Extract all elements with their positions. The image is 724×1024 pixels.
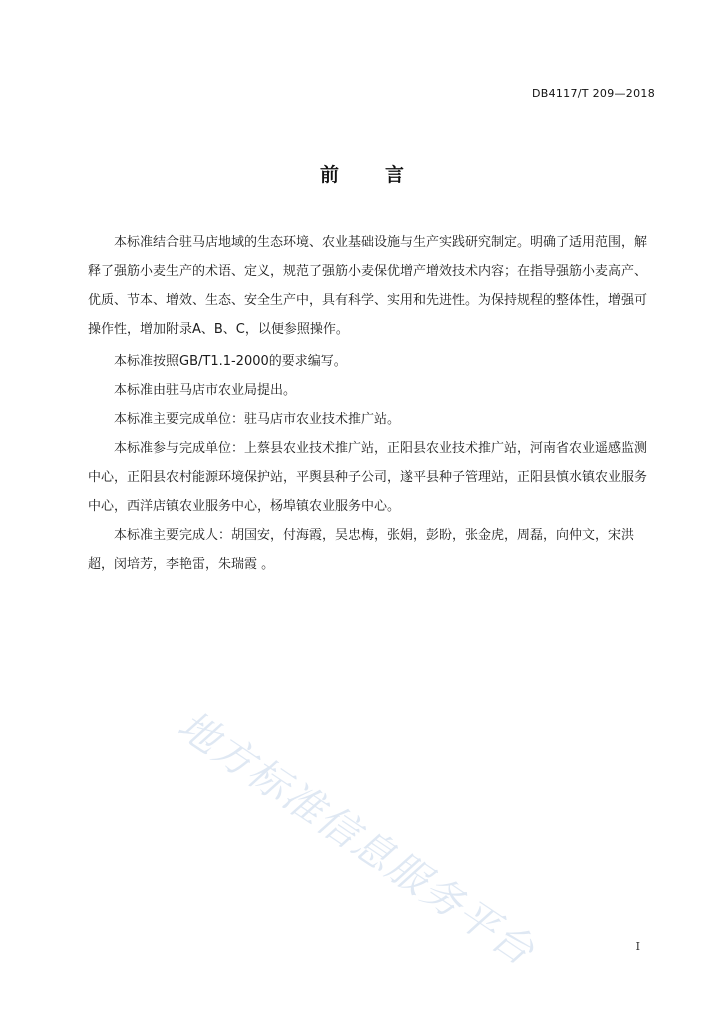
- title-char-1: 前: [319, 164, 339, 186]
- title-char-2: 言: [385, 164, 405, 186]
- paragraph-participating-units: 本标准参与完成单位：上蔡县农业技术推广站，正阳县农业技术推广站，河南省农业遥感监测中心，正阳县农村能源环境保护站，平舆县种子公司，遂平县种子管理站，正阳县慎水镇农业服务中心，西洋店镇农业服务中心，杨埠镇农业服务中心。: [88, 441, 648, 514]
- paragraph-main-unit: 本标准主要完成单位：驻马店市农业技术推广站。: [114, 412, 401, 427]
- paragraph-proposer: 本标准由驻马店市农业局提出。: [114, 383, 297, 398]
- standard-code: DB4117/T 209—2018: [531, 87, 655, 100]
- page-title: [0, 160, 724, 187]
- foreword-body: [88, 228, 658, 579]
- paragraph-scope: 本标准结合驻马店地域的生态环境、农业基础设施与生产实践研究制定。明确了适用范围，解释了强筋小麦生产的术语、定义，规范了强筋小麦保优增产增效技术内容；在指导强筋小麦高产、优质、节本、增效、生态、安全生产中，具有科学、实用和先进性。为保持规程的整体性，增强可操作性，增加附录A、B、C，以便参照操作。: [88, 235, 648, 337]
- watermark-text: 地方标准信息服务平台: [169, 702, 544, 976]
- paragraph-main-authors: 本标准主要完成人：胡国安，付海霞，吴忠梅，张娟，彭盼，张金虎，周磊，向仲文，宋洪超，闵培芳，李艳雷，朱瑞霞 。: [88, 528, 635, 572]
- page-number: I: [635, 940, 640, 953]
- paragraph-drafting-rules: 本标准按照GB/T1.1-2000的要求编写。: [114, 354, 347, 369]
